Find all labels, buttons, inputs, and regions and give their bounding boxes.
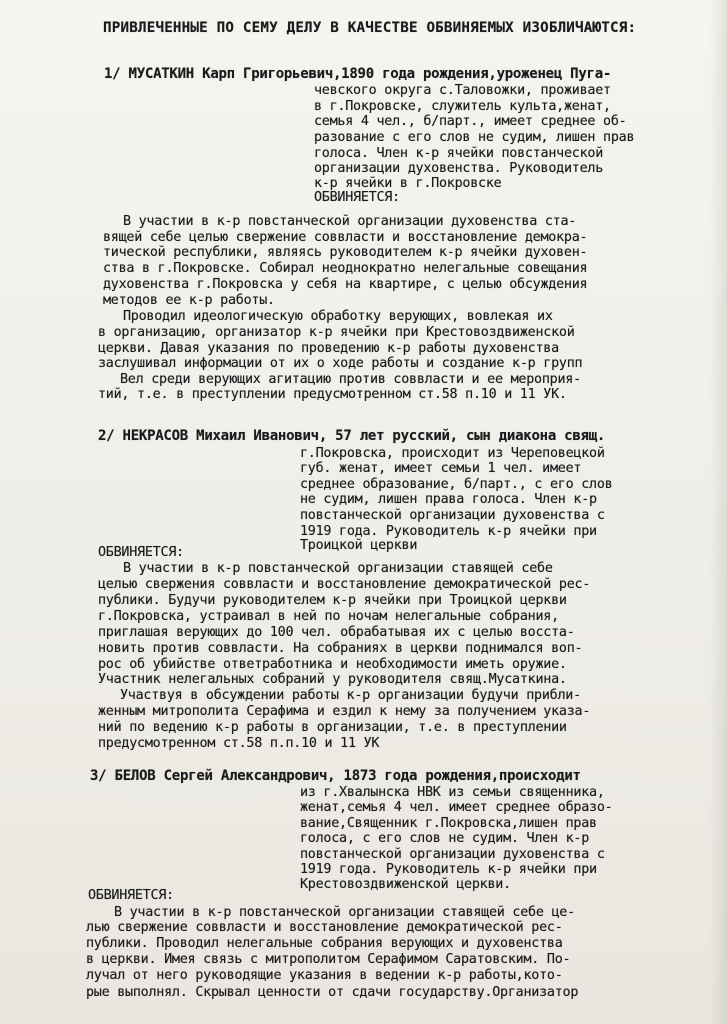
accused-3-bio: повстанческой организации духовенства с [300,847,605,862]
accused-1-charge: Проводил идеологическую обработку верующих, вовлекая их [123,309,553,324]
accused-1-bio: организации духовенства. Руководитель [314,161,604,176]
accused-3-bio: голоса, с его слов не судим. Член к-р [300,831,590,846]
accused-3-charge: лучал от него руководящие указания в ведении к-р работы,кото- [86,968,563,983]
accused-2-bio: 1919 года. Руководитель к-р ячейки при [300,524,597,539]
charge-label: ОБВИНЯЕТСЯ: [88,888,174,903]
accused-3-bio: Крестовоздвиженской церкви. [300,877,511,892]
accused-3-bio: из г.Хвалынска НВК из семьи священника, [300,785,605,800]
accused-1-charge: ства в г.Покровске. Собирал неоднократно нелегальные совещания [103,261,588,276]
accused-1-charge: В участии в к-р повстанческой организации духовенства ста- [123,214,577,229]
accused-2-charge: целью свержения соввласти и восстановление демократической рес- [98,577,591,592]
accused-1-charge: методов ее к-р работы. [103,293,275,308]
accused-1-charge: Вел среди верующих агитацию против соввласти и ее мероприя- [120,372,581,387]
accused-2-charge: женным митрополита Серафима и ездил к нему за получением указа- [98,704,591,719]
accused-1-intro: 1/ МУСАТКИН Карп Григорьевич,1890 года рождения,уроженец Пуга- [104,66,612,82]
accused-2-intro: 2/ НЕКРАСОВ Михаил Иванович, 57 лет русский, сын диакона свящ. [98,428,606,444]
accused-2-charge: Участвуя в обсуждении работы к-р организации будучи прибли- [120,688,581,703]
accused-2-charge: ний по ведению к-р работы в организации, т.е. в преступлении [98,720,567,735]
accused-2-bio: губ. женат, имеет семьи 1 чел. имеет [300,461,582,476]
accused-1-bio: голоса. Член к-р ячейки повстанческой [314,146,604,161]
accused-3-charge: В участии в к-р повстанческой организации ставящей себе це- [114,905,575,920]
accused-2-charge: приглашая верующих до 100 чел. обрабатывая их с целью восста- [98,625,575,640]
accused-3-bio: женат,семья 4 чел. имеет среднее образо- [300,800,613,815]
accused-2-charge: новить против соввласти. На собраниях в церкви поднимался воп- [98,641,583,656]
accused-2-charge: Участник нелегальных собраний у руководителя свящ.Мусаткина. [98,672,567,687]
accused-2-charge: В участии в к-р повстанческой организации ставящей себе [123,561,553,576]
accused-2-bio: повстанческой организации духовенства с [300,508,605,523]
accused-1-bio: чевского округа с.Таловожки, проживает [314,83,611,98]
accused-1-bio: в г.Покровске, служитель культа,женат, [314,99,611,114]
scan-edge-shadow [709,0,727,1024]
accused-2-charge: рос об убийстве ответработника и необходимости иметь оружие. [98,657,567,672]
accused-2-charge: публики. Будучи руководителем к-р ячейки при Троицкой церкви [98,593,567,608]
accused-1-charge: церкви. Давая указания по проведению к-р работы духовенства [98,341,559,356]
accused-2-bio: Троицкой церкви [300,538,418,553]
accused-1-charge: тий, т.е. в преступлении предусмотренном ст.58 п.10 и 11 УК. [98,387,567,402]
accused-3-bio: вание,Священник г.Покровска,лишен прав [300,816,597,831]
accused-1-bio: семья 4 чел., б/парт., имеет среднее об- [314,114,627,129]
accused-3-charge: в церкви. Имея связь с митрополитом Серафимом Саратовским. По- [86,952,571,967]
charge-label: ОБВИНЯЕТСЯ: [98,545,184,560]
accused-3-charge: публики. Проводил нелегальные собрания верующих и духовенства [86,936,563,951]
accused-2-bio: г.Покровска, происходит из Череповецкой [300,446,605,461]
accused-3-intro: 3/ БЕЛОВ Сергей Александрович, 1873 года рождения,происходит [90,768,581,784]
accused-1-charge: духовенства г.Покровска у себя на квартире, с целью обсуждения [103,277,588,292]
accused-1-charge: в организацию, организатор к-р ячейки при Крестовоздвиженской [98,325,575,340]
accused-2-bio: среднее образование, б/парт., с его слов [300,477,613,492]
accused-1-bio: разование с его слов не судим, лишен прав [314,130,635,145]
accused-2-charge: предусмотренном ст.58 п.п.10 и 11 УК [98,736,380,751]
accused-3-bio: 1919 года. Руководитель к-р ячейки при [300,862,597,877]
accused-1-charge: тической республики, являясь руководителем к-р ячейки духовен- [103,245,588,260]
accused-1-charge: заслушивал информации от их о ходе работы и создание к-р групп [98,356,583,371]
accused-1-bio: к-р ячейки в г.Покровске [314,176,502,191]
accused-1-charge: вящей себе целью свержение соввласти и восстановление демокра- [103,230,588,245]
document-heading: ПРИВЛЕЧЕННЫЕ ПО СЕМУ ДЕЛУ В КАЧЕСТВЕ ОБВИНЯЕМЫХ ИЗОБЛИЧАЮТСЯ: [103,20,637,36]
charge-label: ОБВИНЯЕТСЯ: [314,190,400,205]
accused-2-charge: г.Покровска, устраивал в ней по ночам нелегальные собрания, [98,609,559,624]
accused-3-charge: рые выполнял. Скрывал ценности от сдачи государству.Организатор [86,985,579,1000]
accused-3-charge: лью свержение соввласти и восстановление демократической рес- [86,920,563,935]
accused-2-bio: не судим, лишен права голоса. Член к-р [300,492,597,507]
